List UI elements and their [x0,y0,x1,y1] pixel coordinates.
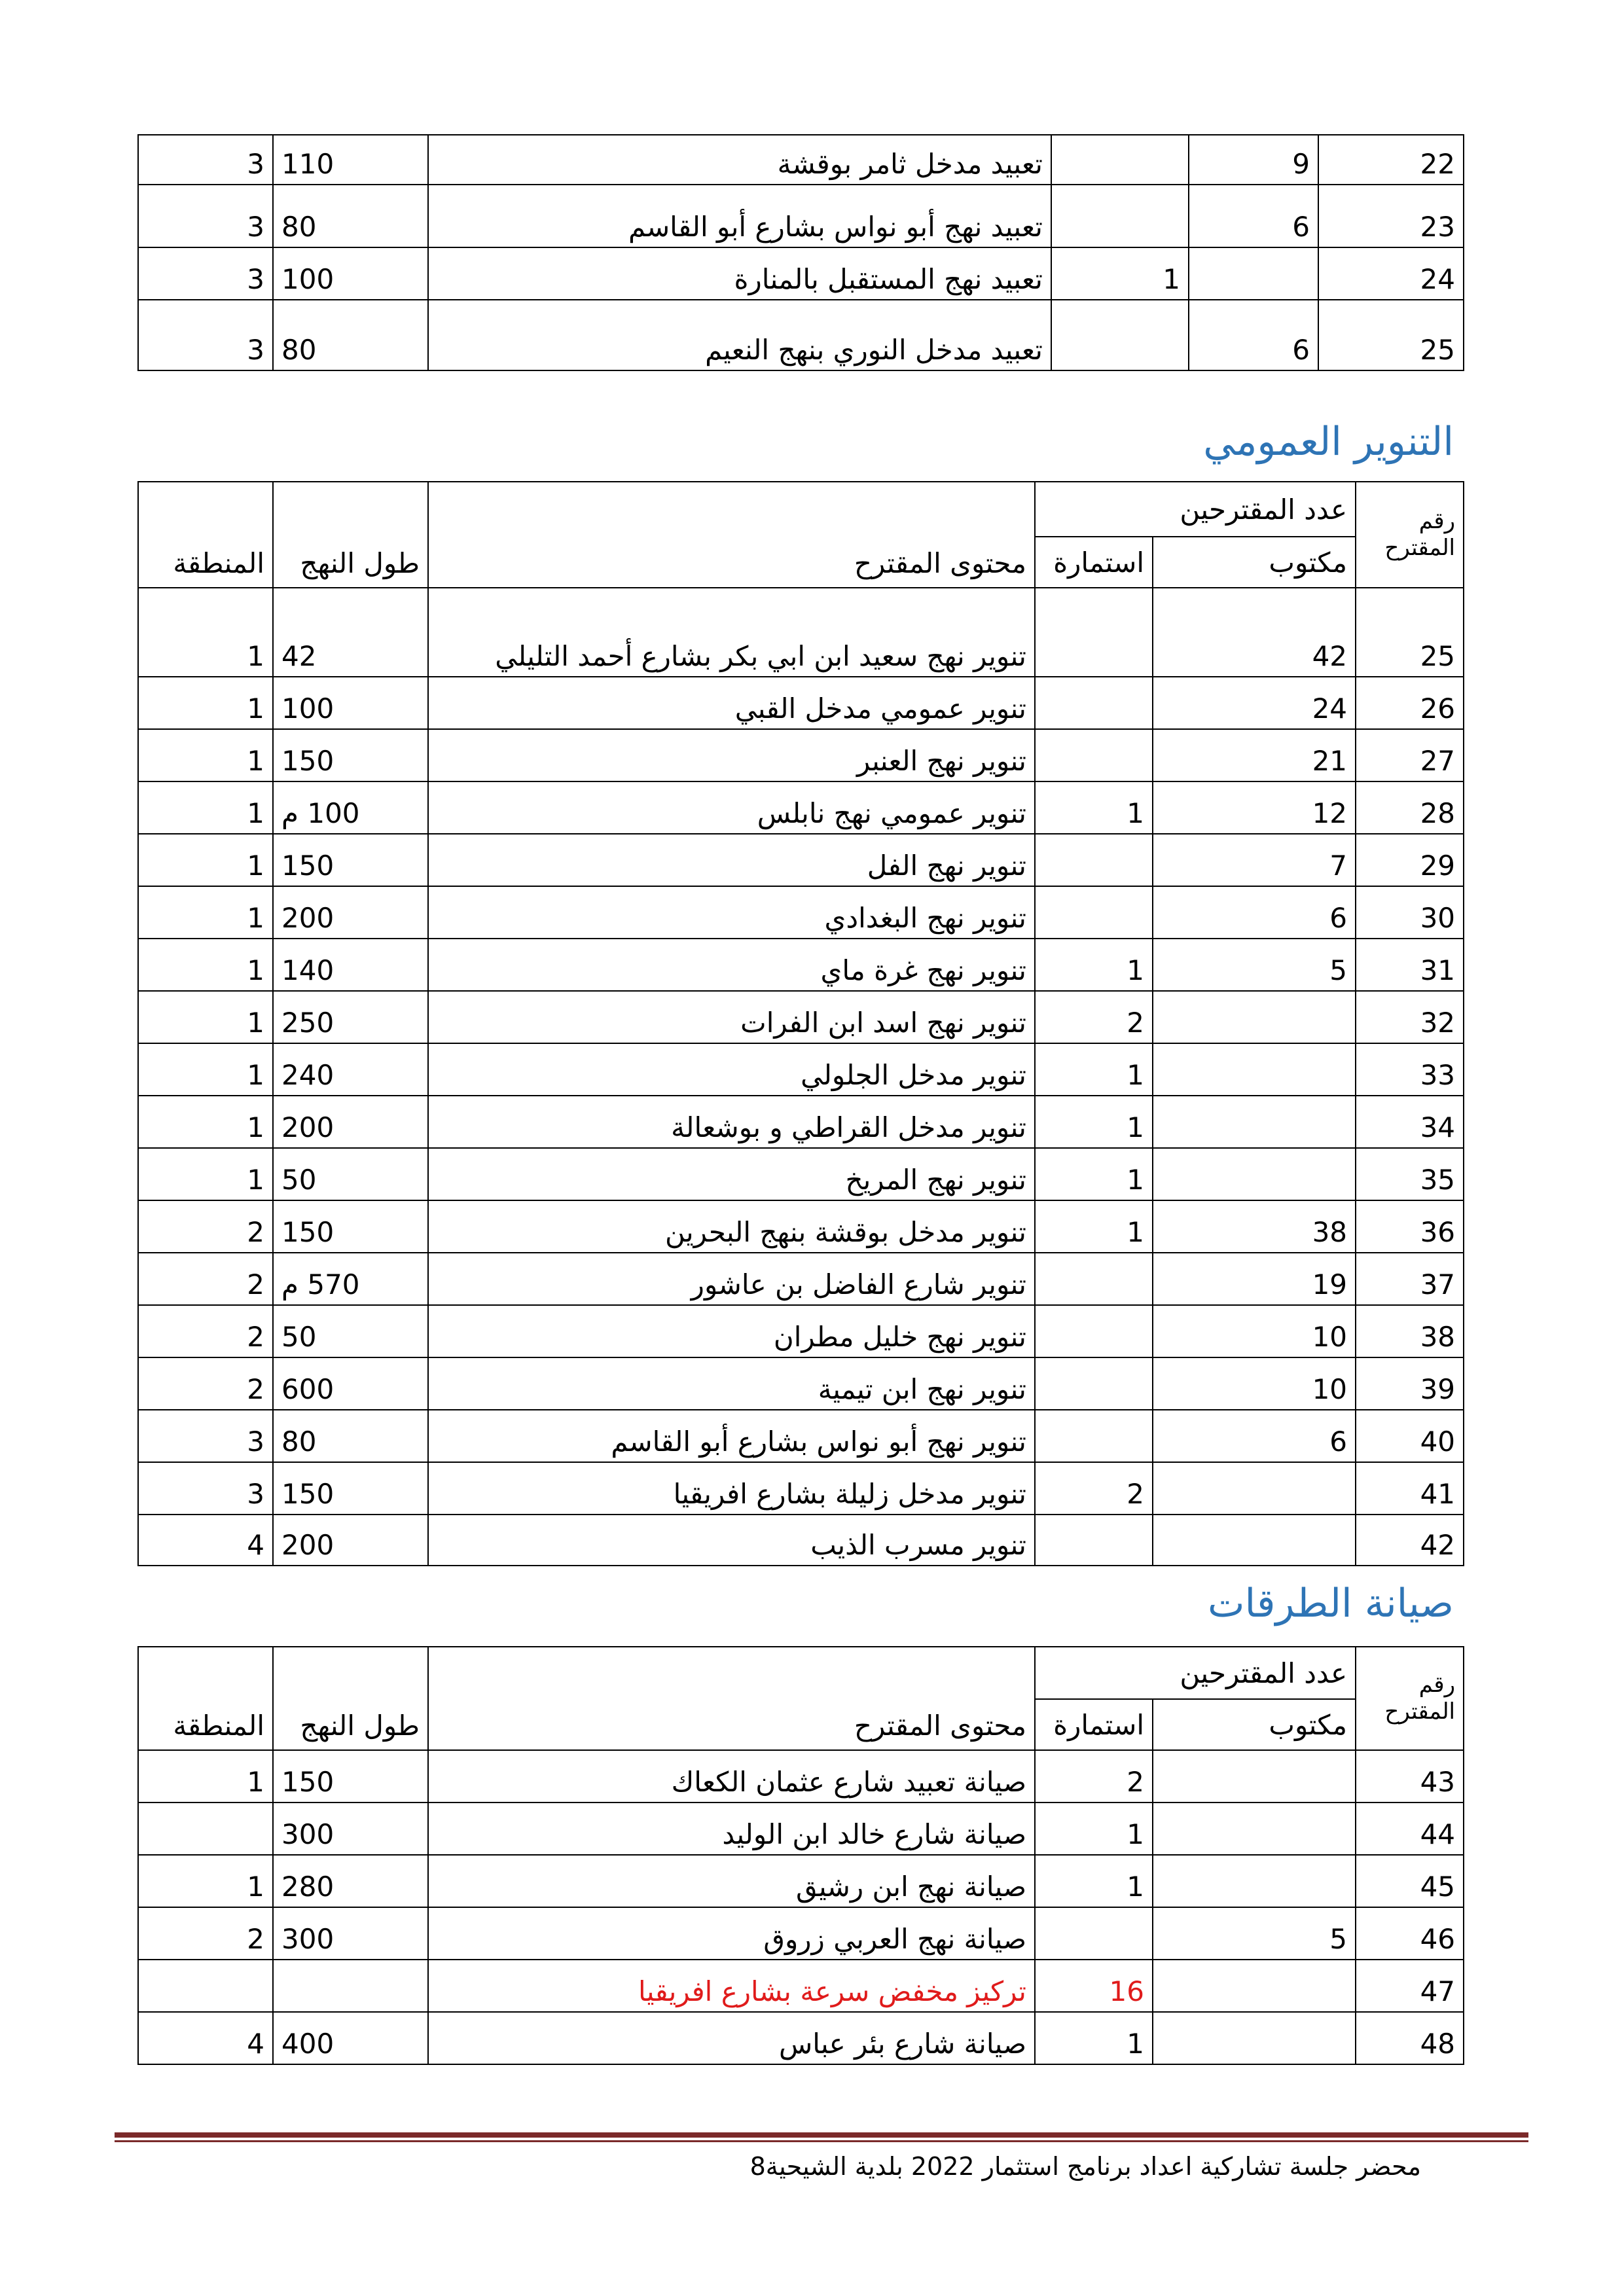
header-length: طول النهج [273,482,428,588]
cell-zone: 4 [138,2012,273,2064]
cell-number: 42 [1356,1515,1464,1566]
cell-length: 80 [273,185,428,247]
cell-zone: 3 [138,300,273,370]
cell-written: 24 [1153,677,1356,729]
cell-length: 80 [273,1410,428,1462]
cell-length: 280 [273,1855,428,1907]
header-count-group: عدد المقترحين [1035,1647,1356,1699]
cell-content: تنوير نهج أبو نواس بشارع أبو القاسم [428,1410,1035,1462]
cell-content: صيانة نهج العربي زروق [428,1907,1035,1960]
section-title-lighting: التنوير العمومي [1203,419,1454,465]
cell-content: صيانة تعبيد شارع عثمان الكعاك [428,1750,1035,1803]
cell-length: 150 [273,1750,428,1803]
cell-content: تنوير مدخل بوقشة بنهج البحرين [428,1200,1035,1253]
cell-content: تعبيد مدخل ثامر بوقشة [428,135,1051,185]
cell-written: 5 [1153,1907,1356,1960]
cell-written: 5 [1153,939,1356,991]
cell-zone: 4 [138,1515,273,1566]
cell-form: 2 [1035,991,1153,1043]
cell-length: 80 [273,300,428,370]
cell-form [1051,300,1189,370]
cell-content: تنوير مدخل القراطي و بوشعالة [428,1096,1035,1148]
cell-zone: 1 [138,939,273,991]
table-row [138,1043,1464,1096]
table-row [138,1855,1464,1907]
cell-form [1051,185,1189,247]
cell-length: 50 [273,1148,428,1200]
cell-form [1035,1253,1153,1305]
cell-content: تعبيد مدخل النوري بنهج النعيم [428,300,1051,370]
cell-zone: 3 [138,135,273,185]
cell-written [1153,1803,1356,1855]
table-row [138,886,1464,939]
header-number: رقم المقترح [1356,1647,1464,1750]
cell-form [1035,1357,1153,1410]
cell-form [1035,1305,1153,1357]
table-row [138,1515,1464,1566]
table-row [138,991,1464,1043]
cell-content: تركيز مخفض سرعة بشارع افريقيا [428,1960,1035,2012]
cell-length: 110 [273,135,428,185]
table-row [138,1148,1464,1200]
cell-zone: 1 [138,781,273,834]
cell-zone: 1 [138,588,273,677]
table-row [138,781,1464,834]
cell-zone: 2 [138,1253,273,1305]
footer-text: محضر جلسة تشاركية اعداد برنامج استثمار 2022 بلدية الشيحية8 [749,2152,1421,2181]
cell-written [1153,1148,1356,1200]
cell-form: 1 [1035,1803,1153,1855]
cell-form [1035,729,1153,781]
table-row [138,247,1464,300]
cell-zone: 1 [138,1148,273,1200]
cell-content: تنوير مدخل الجلولي [428,1043,1035,1096]
cell-content: تنوير نهج ابن تيمية [428,1357,1035,1410]
cell-written [1153,1515,1356,1566]
header-form: استمارة [1035,537,1153,588]
table-row [138,1750,1464,1803]
cell-form: 1 [1035,1148,1153,1200]
cell-length: 100 [273,677,428,729]
cell-written: 6 [1153,886,1356,939]
cell-content: تنوير مدخل زليلة بشارع افريقيا [428,1462,1035,1515]
cell-form: 1 [1035,1855,1153,1907]
cell-length: 400 [273,2012,428,2064]
cell-length: 250 [273,991,428,1043]
cell-form [1035,834,1153,886]
cell-content: تنوير نهج البغدادي [428,886,1035,939]
cell-written: 9 [1189,135,1318,185]
cell-form: 1 [1051,247,1189,300]
cell-content: تنوير نهج المريخ [428,1148,1035,1200]
cell-form [1035,1515,1153,1566]
header-content: محتوى المقترح [428,1647,1035,1750]
cell-number: 41 [1356,1462,1464,1515]
cell-content: تنوير شارع الفاضل بن عاشور [428,1253,1035,1305]
cell-zone: 1 [138,834,273,886]
header-length: طول النهج [273,1647,428,1750]
cell-form: 1 [1035,1096,1153,1148]
cell-length: 300 [273,1803,428,1855]
cell-zone [138,1803,273,1855]
table-row [138,1305,1464,1357]
header-zone: المنطقة [138,1647,273,1750]
table-row [138,677,1464,729]
cell-written [1153,1462,1356,1515]
header-zone: المنطقة [138,482,273,588]
cell-written: 19 [1153,1253,1356,1305]
cell-zone: 1 [138,1096,273,1148]
cell-content: تنوير عمومي نهج نابلس [428,781,1035,834]
cell-content: تنوير مسرب الذيب [428,1515,1035,1566]
cell-written: 42 [1153,588,1356,677]
header-number: رقم المقترح [1356,482,1464,588]
cell-form [1051,135,1189,185]
table-row [138,135,1464,185]
cell-content: صيانة شارع خالد ابن الوليد [428,1803,1035,1855]
footer-divider-thin [115,2140,1528,2142]
cell-written [1189,247,1318,300]
cell-zone: 3 [138,247,273,300]
cell-number: 32 [1356,991,1464,1043]
cell-length: 240 [273,1043,428,1096]
cell-number: 40 [1356,1410,1464,1462]
cell-number: 35 [1356,1148,1464,1200]
cell-form: 1 [1035,1043,1153,1096]
table-row [138,1462,1464,1515]
table-row [138,1907,1464,1960]
cell-written [1153,991,1356,1043]
cell-written [1153,1750,1356,1803]
cell-written: 6 [1189,185,1318,247]
cell-content: صيانة شارع بئر عباس [428,2012,1035,2064]
cell-zone: 2 [138,1200,273,1253]
cell-written: 10 [1153,1357,1356,1410]
cell-number: 22 [1318,135,1464,185]
table-row [138,939,1464,991]
cell-zone: 1 [138,1855,273,1907]
cell-number: 38 [1356,1305,1464,1357]
cell-zone: 2 [138,1305,273,1357]
table-row [138,1960,1464,2012]
cell-number: 24 [1318,247,1464,300]
paving-table [137,134,1464,371]
cell-content: تنوير نهج سعيد ابن ابي بكر بشارع أحمد التليلي [428,588,1035,677]
cell-number: 29 [1356,834,1464,886]
cell-content: تعبيد نهج المستقبل بالمنارة [428,247,1051,300]
cell-written: 10 [1153,1305,1356,1357]
cell-content: تنوير نهج اسد ابن الفرات [428,991,1035,1043]
lighting-table [137,481,1464,1566]
cell-form: 1 [1035,939,1153,991]
cell-form: 1 [1035,2012,1153,2064]
section-title-roads: صيانة الطرقات [1208,1581,1454,1626]
cell-form [1035,1907,1153,1960]
cell-number: 37 [1356,1253,1464,1305]
cell-zone: 1 [138,677,273,729]
cell-written [1153,1855,1356,1907]
cell-length: 150 [273,1200,428,1253]
cell-content: صيانة نهج ابن رشيق [428,1855,1035,1907]
cell-form [1035,886,1153,939]
cell-form [1035,588,1153,677]
cell-zone: 1 [138,1750,273,1803]
cell-number: 26 [1356,677,1464,729]
cell-zone: 1 [138,1043,273,1096]
cell-zone [138,1960,273,2012]
cell-content: تنوير نهج العنبر [428,729,1035,781]
cell-zone: 3 [138,1462,273,1515]
cell-zone: 1 [138,729,273,781]
cell-length: 600 [273,1357,428,1410]
cell-form: 2 [1035,1750,1153,1803]
cell-number: 30 [1356,886,1464,939]
header-written: مكتوب [1153,1699,1356,1750]
cell-written: 12 [1153,781,1356,834]
table-row [138,588,1464,677]
cell-written: 38 [1153,1200,1356,1253]
cell-length: 100 م [273,781,428,834]
cell-length: 300 [273,1907,428,1960]
cell-written: 21 [1153,729,1356,781]
cell-length: 42 [273,588,428,677]
cell-length: 200 [273,886,428,939]
cell-length: 150 [273,834,428,886]
cell-zone: 2 [138,1907,273,1960]
table-row [138,2012,1464,2064]
table-row [138,1410,1464,1462]
cell-number: 47 [1356,1960,1464,2012]
cell-length: 150 [273,1462,428,1515]
cell-number: 43 [1356,1750,1464,1803]
table-row [138,300,1464,370]
cell-written [1153,2012,1356,2064]
cell-zone: 1 [138,886,273,939]
cell-written [1153,1096,1356,1148]
cell-number: 46 [1356,1907,1464,1960]
table-row [138,185,1464,247]
cell-zone: 2 [138,1357,273,1410]
cell-number: 45 [1356,1855,1464,1907]
cell-form: 1 [1035,781,1153,834]
cell-form [1035,1410,1153,1462]
cell-form: 1 [1035,1200,1153,1253]
cell-length: 100 [273,247,428,300]
cell-length: 150 [273,729,428,781]
table-row [138,1803,1464,1855]
cell-number: 25 [1318,300,1464,370]
cell-number: 28 [1356,781,1464,834]
cell-zone: 1 [138,991,273,1043]
cell-length: 50 [273,1305,428,1357]
cell-number: 36 [1356,1200,1464,1253]
cell-length: 200 [273,1096,428,1148]
header-content: محتوى المقترح [428,482,1035,588]
cell-form: 2 [1035,1462,1153,1515]
cell-number: 39 [1356,1357,1464,1410]
cell-number: 25 [1356,588,1464,677]
table-row [138,1357,1464,1410]
cell-written: 7 [1153,834,1356,886]
cell-length: 140 [273,939,428,991]
header-written: مكتوب [1153,537,1356,588]
table-row [138,729,1464,781]
cell-length: 570 م [273,1253,428,1305]
cell-form: 16 [1035,1960,1153,2012]
cell-zone: 3 [138,185,273,247]
cell-written [1153,1043,1356,1096]
road-maintenance-table [137,1646,1464,2065]
table-row [138,1096,1464,1148]
header-form: استمارة [1035,1699,1153,1750]
table-row [138,1200,1464,1253]
cell-content: تنوير نهج خليل مطران [428,1305,1035,1357]
cell-written: 6 [1153,1410,1356,1462]
cell-number: 48 [1356,2012,1464,2064]
cell-form [1035,677,1153,729]
cell-number: 44 [1356,1803,1464,1855]
cell-number: 33 [1356,1043,1464,1096]
cell-content: تعبيد نهج أبو نواس بشارع أبو القاسم [428,185,1051,247]
cell-written [1153,1960,1356,2012]
cell-content: تنوير نهج الفل [428,834,1035,886]
footer-divider [115,2132,1528,2138]
header-count-group: عدد المقترحين [1035,482,1356,537]
cell-number: 31 [1356,939,1464,991]
cell-content: تنوير نهج غرة ماي [428,939,1035,991]
cell-length: 200 [273,1515,428,1566]
cell-length [273,1960,428,2012]
cell-number: 23 [1318,185,1464,247]
table-row [138,1253,1464,1305]
table-row [138,834,1464,886]
cell-zone: 3 [138,1410,273,1462]
cell-number: 27 [1356,729,1464,781]
cell-written: 6 [1189,300,1318,370]
cell-number: 34 [1356,1096,1464,1148]
cell-content: تنوير عمومي مدخل القبي [428,677,1035,729]
